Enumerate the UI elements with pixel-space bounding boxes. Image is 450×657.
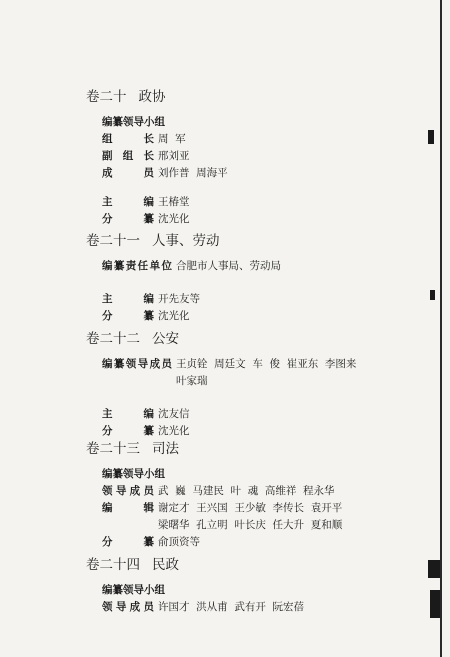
group-title: 编纂领导小组 [102, 468, 165, 480]
role-row [86, 599, 426, 616]
role-label: 主 编 [102, 196, 154, 208]
section-title [86, 88, 426, 106]
section-title [86, 556, 426, 574]
role-label: 领 导 成 员 [102, 485, 154, 497]
role-row [86, 131, 426, 148]
page-edge-mark [430, 590, 440, 618]
member-names: 开先友等 [158, 293, 200, 305]
member-names: 王椿堂 [158, 196, 190, 208]
section-number: 卷二十 [86, 89, 127, 105]
section-subject: 政协 [138, 89, 166, 105]
role-row [86, 517, 426, 534]
role-row [86, 423, 426, 440]
role-row [86, 534, 426, 551]
role-row [86, 483, 426, 500]
role-label [86, 517, 158, 534]
role-label: 分 纂 [102, 536, 154, 548]
section-number: 卷二十四 [86, 557, 140, 573]
page-edge-mark [430, 290, 435, 300]
role-label: 分 纂 [102, 425, 154, 437]
section-number: 卷二十三 [86, 441, 140, 457]
member-names: 沈光化 [158, 213, 190, 225]
member-names: 合肥市人事局、劳动局 [176, 260, 281, 272]
section-number: 卷二十一 [86, 233, 140, 249]
member-names: 周 军 [158, 133, 186, 145]
group-title: 编纂领导小组 [102, 116, 165, 128]
section-23 [86, 440, 426, 551]
role-label: 领 导 成 员 [102, 601, 154, 613]
section-20 [86, 88, 426, 228]
role-row [86, 356, 426, 373]
role-row [86, 194, 426, 211]
member-names: 刘作普 周海平 [158, 167, 228, 179]
role-label: 主 编 [102, 408, 154, 420]
member-names: 沈光化 [158, 310, 190, 322]
role-label: 成 员 [102, 167, 154, 179]
role-label: 组 长 [102, 133, 154, 145]
group-title: 编纂领导小组 [102, 584, 165, 596]
member-names: 武 巍 马建民 叶 魂 高维祥 程永华 [158, 485, 335, 497]
page-edge-line [440, 0, 442, 657]
section-24 [86, 556, 426, 616]
role-row [86, 373, 426, 390]
role-label: 副 组 长 [102, 150, 154, 162]
role-row [86, 500, 426, 517]
section-subject: 司法 [152, 441, 179, 457]
page-edge-mark [428, 130, 434, 144]
role-row [86, 258, 426, 275]
role-row [86, 291, 426, 308]
role-row [86, 406, 426, 423]
member-names: 俞顶资等 [158, 536, 200, 548]
role-row [86, 165, 426, 182]
section-21 [86, 232, 426, 325]
section-title [86, 330, 426, 348]
role-label: 编 纂 领 导 成 员 [102, 358, 172, 370]
page-edge-mark [428, 560, 440, 578]
role-row [86, 308, 426, 325]
role-label: 编 辑 [102, 502, 154, 514]
section-title [86, 232, 426, 250]
role-row [86, 148, 426, 165]
section-number: 卷二十二 [86, 331, 140, 347]
member-names: 沈光化 [158, 425, 190, 437]
member-names: 梁曙华 孔立明 叶长庆 任大升 夏和顺 [158, 519, 343, 531]
member-names: 沈友信 [158, 408, 190, 420]
member-names: 许国才 洪从甫 武有开 阮宏蓓 [158, 601, 305, 613]
member-names: 叶家瑞 [176, 375, 208, 387]
role-label [86, 373, 176, 390]
role-label: 分 纂 [102, 310, 154, 322]
section-subject: 公安 [152, 331, 179, 347]
section-subject: 民政 [152, 557, 179, 573]
role-label: 编 纂 责 任 单 位 [102, 260, 172, 272]
section-22 [86, 330, 426, 440]
role-label: 分 纂 [102, 213, 154, 225]
section-title [86, 440, 426, 458]
role-label: 主 编 [102, 293, 154, 305]
member-names: 王贞铨 周廷文 车 俊 崔亚东 李图来 [176, 358, 357, 370]
member-names: 谢定才 王兴国 王少敏 李传长 袁开平 [158, 502, 343, 514]
section-subject: 人事、劳动 [152, 233, 220, 249]
member-names: 邢刘亚 [158, 150, 190, 162]
role-row [86, 211, 426, 228]
